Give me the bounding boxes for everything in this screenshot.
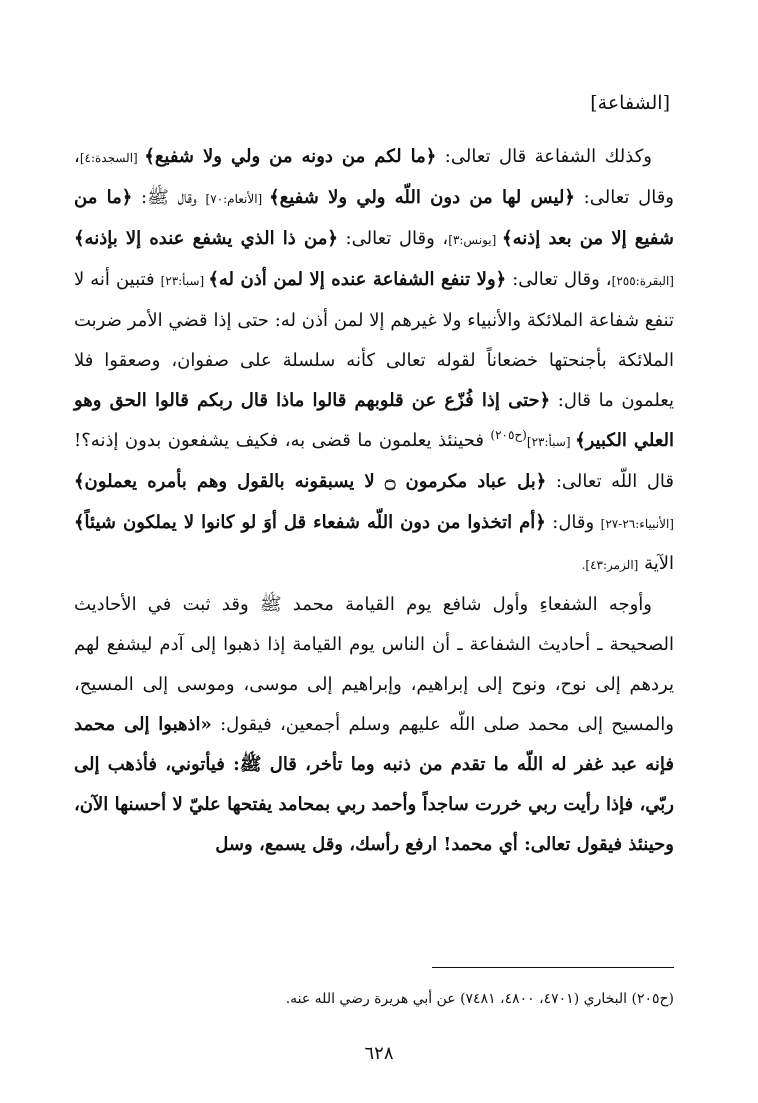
verse-reference: [سبأ:٢٣] (526, 435, 576, 449)
quran-verse: ﴿بل عباد مكرمون ۝ لا يسبقونه بالقول وهم بأمره يعملون﴾ (74, 471, 547, 492)
paragraph-intercession (74, 137, 674, 585)
section-heading: [الشفاعة] (590, 92, 670, 114)
text-run: ، وقال تعالى: (506, 269, 612, 290)
body-text (74, 137, 674, 865)
paragraph-hadith (74, 585, 674, 865)
footnote-separator (432, 967, 674, 968)
quran-verse: ﴿ما من شفيع إلا من بعد إذنه﴾ (74, 187, 674, 249)
text-run: وكذلك الشفاعة قال تعالى: (436, 146, 652, 167)
text-run: فحينئذ يعلمون ما قضى به، فكيف يشفعون بدون إذنه؟! قال اللّه تعالى: (74, 430, 674, 492)
verse-reference: [سبأ:٢٣] (160, 274, 209, 288)
text-run: ، وقال تعالى: (74, 146, 674, 208)
text-run: وأوجه الشفعاءِ وأول شافع يوم القيامة محمد ﷺ وقد ثبت في الأحاديث الصحيحة ـ أحاديث الشفاعة ـ أن الناس يوم القيامة إذا ذهبوا إلى آدم ليشفع لهم يردهم إلى نوح، ونوح إلى إبراهيم، وإبراهيم إلى موسى، وموسى إلى المسيح، والمسيح إلى محمد صلى اللّه عليهم وسلم أجمعين، فيقول: (74, 594, 674, 735)
quran-verse: ﴿ولا تنفع الشفاعة عنده إلا لمن أذن له﴾ (208, 269, 507, 290)
text-run: ، وقال تعالى: (337, 228, 449, 249)
text-run: الآية (638, 553, 674, 574)
quran-verse: ﴿من ذا الذي يشفع عنده إلا بإذنه﴾ (74, 228, 338, 249)
footnote: (ح٢٠٥) البخاري (٤٧٠١، ٤٨٠٠، ٧٤٨١) عن أبي هريرة رضي الله عنه. (285, 991, 674, 1007)
quran-verse: ﴿ما لكم من دونه من ولي ولا شفيع﴾ (144, 146, 437, 167)
text-run: وقال: (545, 512, 601, 533)
text-run: وقال ﷺ: (132, 187, 206, 208)
page-number: ٦٢٨ (364, 1043, 394, 1064)
verse-reference: [السجدة:٤] (79, 151, 145, 165)
quran-verse: ﴿أم اتخذوا من دون اللّه شفعاء قل أوَ لو كانوا لا يملكون شيئاً﴾ (74, 512, 546, 533)
verse-reference: [البقرة:٢٥٥] (611, 274, 674, 288)
verse-reference: [الأنبياء:٢٦-٢٧] (600, 517, 674, 531)
quran-verse: ﴿ليس لها من دون اللّه ولي ولا شفيع﴾ (269, 187, 575, 208)
text-run: فتبين أنه لا تنفع شفاعة الملائكة والأنبياء ولا غيرهم إلا لمن أذن له: حتى إذا قضي الأمر ضربت الملائكة بأجنحتها خضعاناً لقوله تعالى كأنه سلسلة على صفوان، وصعقوا فلا يعلمون ما قال: (74, 269, 674, 411)
hadith-quote: «اذهبوا إلى محمد فإنه عبد غفر له اللّه ما تقدم من ذنبه وما تأخر، قال ﷺ: فيأتوني، فأذهب إلى ربّي، فإذا رأيت ربي خررت ساجداً وأحمد ربي بمحامد يفتحها عليّ لا أحسنها الآن، وحينئذ فيقول تعالى: أي محمد! ارفع رأسك، وقل يسمع، وسل (74, 714, 674, 855)
verse-reference: [الزمر:٤٣]. (581, 558, 639, 572)
verse-reference: [الأنعام:٧٠] (205, 192, 270, 206)
footnote-marker[interactable]: (ح٢٠٥) (490, 428, 527, 442)
verse-reference: [يونس:٣] (448, 233, 503, 247)
quran-verse: ﴿حتى إذا فُزّع عن قلوبهم قالوا ماذا قال ربكم قالوا الحق وهو العلي الكبير﴾ (74, 390, 674, 451)
